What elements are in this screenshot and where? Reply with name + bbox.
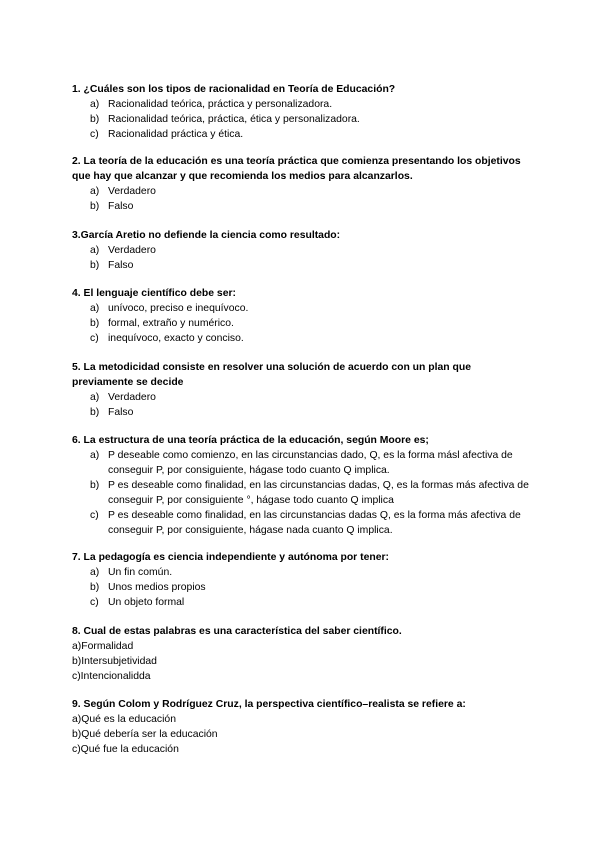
option-text: Qué es la educación — [81, 714, 176, 725]
option-label: a) — [72, 714, 82, 725]
option-text: unívoco, preciso e inequívoco. — [108, 303, 249, 314]
option-list — [72, 639, 532, 684]
option-text: Falso — [108, 260, 134, 271]
option-a — [72, 639, 532, 654]
option-c — [72, 669, 532, 684]
option-text: Racionalidad teórica, práctica, ética y personalizadora. — [108, 114, 360, 125]
option-a — [72, 301, 532, 316]
option-c — [72, 595, 532, 610]
option-label: b) — [90, 114, 100, 125]
option-text: Intersubjetividad — [81, 656, 157, 667]
option-label: c) — [72, 744, 81, 755]
option-list — [72, 97, 532, 142]
option-a — [72, 448, 532, 478]
option-a — [72, 712, 532, 727]
option-a — [72, 243, 532, 258]
option-label: b) — [90, 582, 100, 593]
option-text: Verdadero — [108, 392, 156, 403]
question-title: 5. La metodicidad consiste en resolver una solución de acuerdo con un plan que previamente se decide — [72, 362, 471, 388]
option-list — [72, 565, 532, 610]
option-a — [72, 97, 532, 112]
option-c — [72, 508, 532, 538]
option-b — [72, 258, 532, 273]
question-5 — [72, 360, 532, 420]
question-2 — [72, 154, 532, 214]
question-title: 1. ¿Cuáles son los tipos de racionalidad en Teoría de Educación? — [72, 84, 396, 95]
option-text: Unos medios propios — [108, 582, 206, 593]
option-label: a) — [90, 392, 100, 403]
option-label: a) — [90, 186, 100, 197]
option-label: a) — [90, 99, 100, 110]
option-text: P es deseable como finalidad, en las circunstancias dadas, Q, es la formas más afectiva de conseguir P, por consiguiente °, hágase todo cuanto Q implica — [108, 480, 529, 506]
option-label: a) — [90, 567, 100, 578]
option-label: c) — [90, 129, 99, 140]
option-label: c) — [90, 333, 99, 344]
option-text: Falso — [108, 201, 134, 212]
option-c — [72, 742, 532, 757]
option-list — [72, 712, 532, 757]
question-4 — [72, 286, 532, 346]
option-label: c) — [72, 671, 81, 682]
option-b — [72, 478, 532, 508]
option-b — [72, 405, 532, 420]
option-label: b) — [90, 260, 100, 271]
question-3 — [72, 228, 532, 273]
option-text: Qué fue la educación — [80, 744, 179, 755]
option-label: b) — [72, 656, 82, 667]
option-b — [72, 316, 532, 331]
option-list — [72, 301, 532, 346]
option-label: a) — [90, 245, 100, 256]
option-label: b) — [90, 480, 100, 491]
option-text: Falso — [108, 407, 134, 418]
option-b — [72, 654, 532, 669]
question-title: 3.García Aretio no defiende la ciencia como resultado: — [72, 230, 341, 241]
option-label: b) — [90, 318, 100, 329]
option-c — [72, 331, 532, 346]
option-text: P deseable como comienzo, en las circunstancias dado, Q, es la forma másl afectiva de conseguir P, por consiguiente, hágase todo cuanto Q implica. — [108, 450, 513, 476]
option-a — [72, 390, 532, 405]
option-b — [72, 580, 532, 595]
option-list — [72, 184, 532, 214]
option-text: Racionalidad teórica, práctica y personalizadora. — [108, 99, 333, 110]
option-label: b) — [72, 729, 82, 740]
option-list — [72, 390, 532, 420]
question-title: 2. La teoría de la educación es una teoría práctica que comienza presentando los objetivos que hay que alcanzar y que recomienda los medios para alcanzarlos. — [72, 156, 521, 182]
option-label: a) — [90, 450, 100, 461]
option-text: Racionalidad práctica y ética. — [108, 129, 244, 140]
option-b — [72, 727, 532, 742]
option-label: b) — [90, 201, 100, 212]
option-list — [72, 448, 532, 538]
question-8 — [72, 624, 532, 684]
question-1 — [72, 82, 532, 142]
option-text: P es deseable como finalidad, en las circunstancias dadas Q, es la forma más afectiva de conseguir P, por consiguiente, hágase nada cuanto Q implica. — [108, 510, 521, 536]
option-text: formal, extraño y numérico. — [108, 318, 234, 329]
question-9 — [72, 697, 532, 757]
option-b — [72, 112, 532, 127]
option-label: c) — [90, 597, 99, 608]
question-title: 6. La estructura de una teoría práctica de la educación, según Moore es; — [72, 435, 429, 446]
question-6 — [72, 433, 532, 538]
option-text: Intencionalidda — [80, 671, 151, 682]
option-text: Verdadero — [108, 186, 156, 197]
option-a — [72, 565, 532, 580]
option-text: inequívoco, exacto y conciso. — [108, 333, 244, 344]
option-b — [72, 199, 532, 214]
question-7 — [72, 550, 532, 610]
question-title: 7. La pedagogía es ciencia independiente y autónoma por tener: — [72, 552, 389, 563]
option-list — [72, 243, 532, 273]
option-label: a) — [72, 641, 82, 652]
option-label: c) — [90, 510, 99, 521]
option-label: b) — [90, 407, 100, 418]
question-title: 9. Según Colom y Rodríguez Cruz, la perspectiva científico–realista se refiere a: — [72, 699, 466, 710]
option-text: Verdadero — [108, 245, 156, 256]
option-text: Formalidad — [81, 641, 134, 652]
option-label: a) — [90, 303, 100, 314]
option-text: Un objeto formal — [108, 597, 185, 608]
question-title: 8. Cual de estas palabras es una característica del saber científico. — [72, 626, 402, 637]
question-title: 4. El lenguaje científico debe ser: — [72, 288, 236, 299]
option-text: Un fin común. — [108, 567, 173, 578]
option-text: Qué debería ser la educación — [81, 729, 218, 740]
option-c — [72, 127, 532, 142]
option-a — [72, 184, 532, 199]
